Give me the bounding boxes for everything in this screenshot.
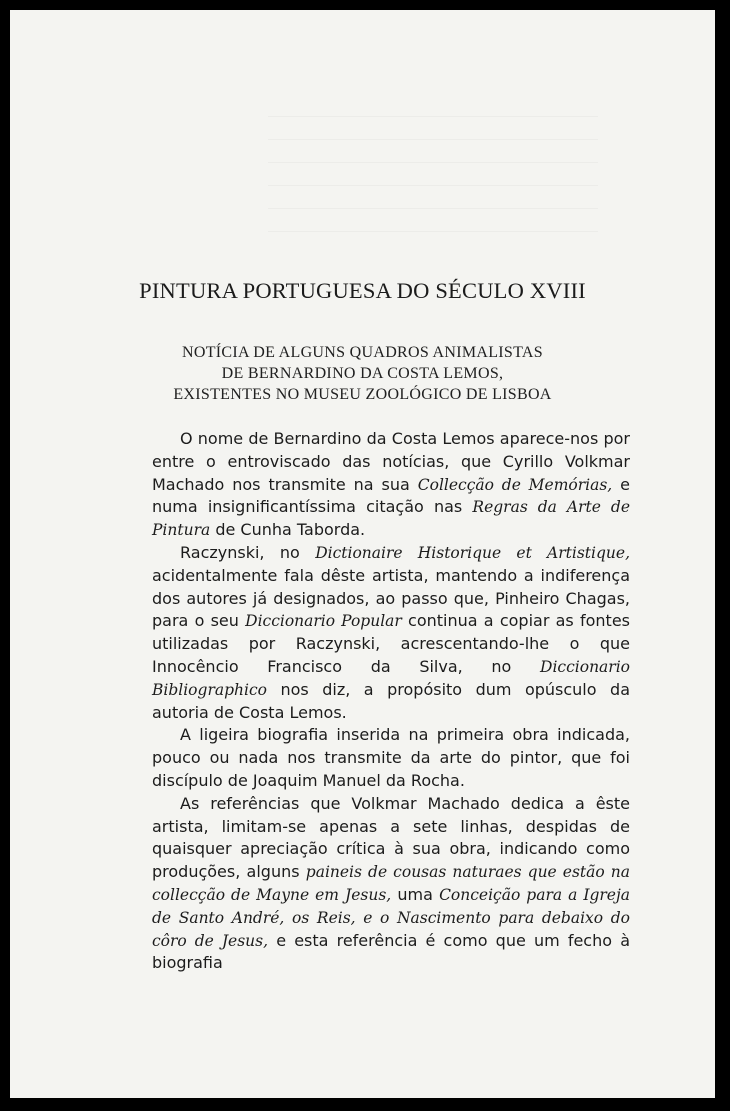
paragraph-1: O nome de Bernardino da Costa Lemos aparece-nos por entre o entroviscado das notícias, que Cyrillo Volkmar Machado nos transmite na sua Collecção de Memórias, e numa insignificantíssima citação nas Regras da Arte de Pintura de Cunha Taborda. [152,429,631,540]
subtitle-line: NOTÍCIA DE ALGUNS QUADROS ANIMALISTAS [182,344,543,361]
paragraph-2: Raczynski, no Dictionaire Historique et Artistique, acidentalmente fala dêste artista, mantendo a indiferença dos autores já designados, ao passo que, Pinheiro Chagas, para o seu Diccionario Popular continua a copiar as fontes utilizadas por Raczynski, acrescentando-lhe o que Innocêncio Francisco da Silva, no Diccionario Bibliographico nos diz, a propósito dum opúsculo da autoria de Costa Lemos. [152,542,630,722]
page-title: PINTURA PORTUGUESA DO SÉCULO XVIII [139,278,586,303]
document-page [10,10,715,1098]
subtitle-line: DE BERNARDINO DA COSTA LEMOS, [221,365,504,382]
subtitle-line: EXISTENTES NO MUSEU ZOOLÓGICO DE LISBOA [173,386,552,403]
body-text [152,428,630,975]
paragraph-4: As referências que Volkmar Machado dedica a êste artista, limitam-se apenas a sete linhas, despidas de quaisquer apreciação crítica à sua obra, indicando como produções, alguns paineis de cousas naturaes que estão na collecção de Mayne em Jesus, uma Conceição para a Igreja de Santo André, os Reis, e o Nascimento para debaixo do côro de Jesus, e esta referência é como que um fecho à biografia [152,793,631,973]
subtitle [10,342,715,405]
paragraph-3: A ligeira biografia inserida na primeira obra indicada, pouco ou nada nos transmite da arte do pintor, que foi discípulo de Joaquim Manuel da Rocha. [152,725,630,790]
bleed-through-text [268,94,598,232]
